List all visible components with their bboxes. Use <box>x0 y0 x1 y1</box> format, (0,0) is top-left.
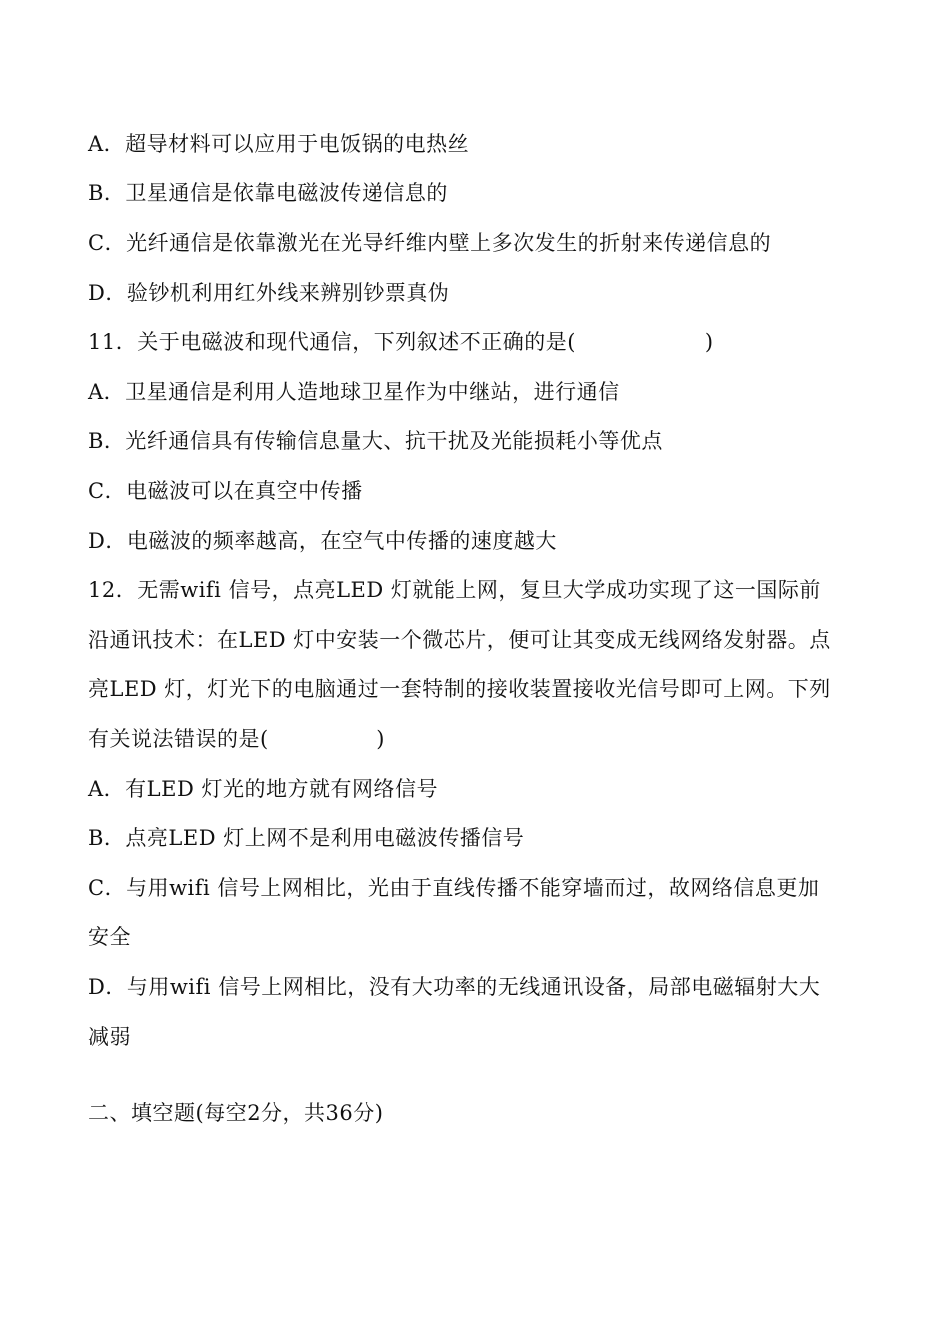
q12-option-d-line-1: D．与用wifi 信号上网相比，没有大功率的无线通讯设备，局部电磁辐射大大 <box>88 975 821 999</box>
q12-stem-line-3: 亮LED 灯，灯光下的电脑通过一套特制的接收装置接收光信号即可上网。下列 <box>88 677 831 701</box>
q10-option-a: A．超导材料可以应用于电饭锅的电热丝 <box>88 132 470 156</box>
q11-option-b: B．光纤通信具有传输信息量大、抗干扰及光能损耗小等优点 <box>88 429 663 453</box>
q12-stem-line-4: 有关说法错误的是( ) <box>88 727 385 751</box>
q12-option-d-line-2: 减弱 <box>88 1025 131 1049</box>
q12-stem-line-2: 沿通讯技术：在LED 灯中安装一个微芯片，便可让其变成无线网络发射器。点 <box>88 628 831 652</box>
q12-option-a: A．有LED 灯光的地方就有网络信号 <box>88 777 438 801</box>
q10-option-c: C．光纤通信是依靠激光在光导纤维内壁上多次发生的折射来传递信息的 <box>88 231 772 255</box>
q10-option-b: B．卫星通信是依靠电磁波传递信息的 <box>88 181 448 205</box>
q11-option-c: C．电磁波可以在真空中传播 <box>88 479 363 503</box>
q11-option-a: A．卫星通信是利用人造地球卫星作为中继站，进行通信 <box>88 380 620 404</box>
q12-option-c-line-1: C．与用wifi 信号上网相比，光由于直线传播不能穿墙而过，故网络信息更加 <box>88 876 820 900</box>
q12-stem-line-1: 12．无需wifi 信号，点亮LED 灯就能上网，复旦大学成功实现了这一国际前 <box>88 578 821 602</box>
q12-option-c-line-2: 安全 <box>88 925 131 949</box>
section-heading: 二、填空题(每空2分，共36分) <box>88 1101 384 1125</box>
q10-option-d: D．验钞机利用红外线来辨别钞票真伪 <box>88 281 450 305</box>
q12-option-b: B．点亮LED 灯上网不是利用电磁波传播信号 <box>88 826 525 850</box>
q11-stem: 11．关于电磁波和现代通信，下列叙述不正确的是( ) <box>88 330 714 354</box>
q11-option-d: D．电磁波的频率越高，在空气中传播的速度越大 <box>88 529 557 553</box>
